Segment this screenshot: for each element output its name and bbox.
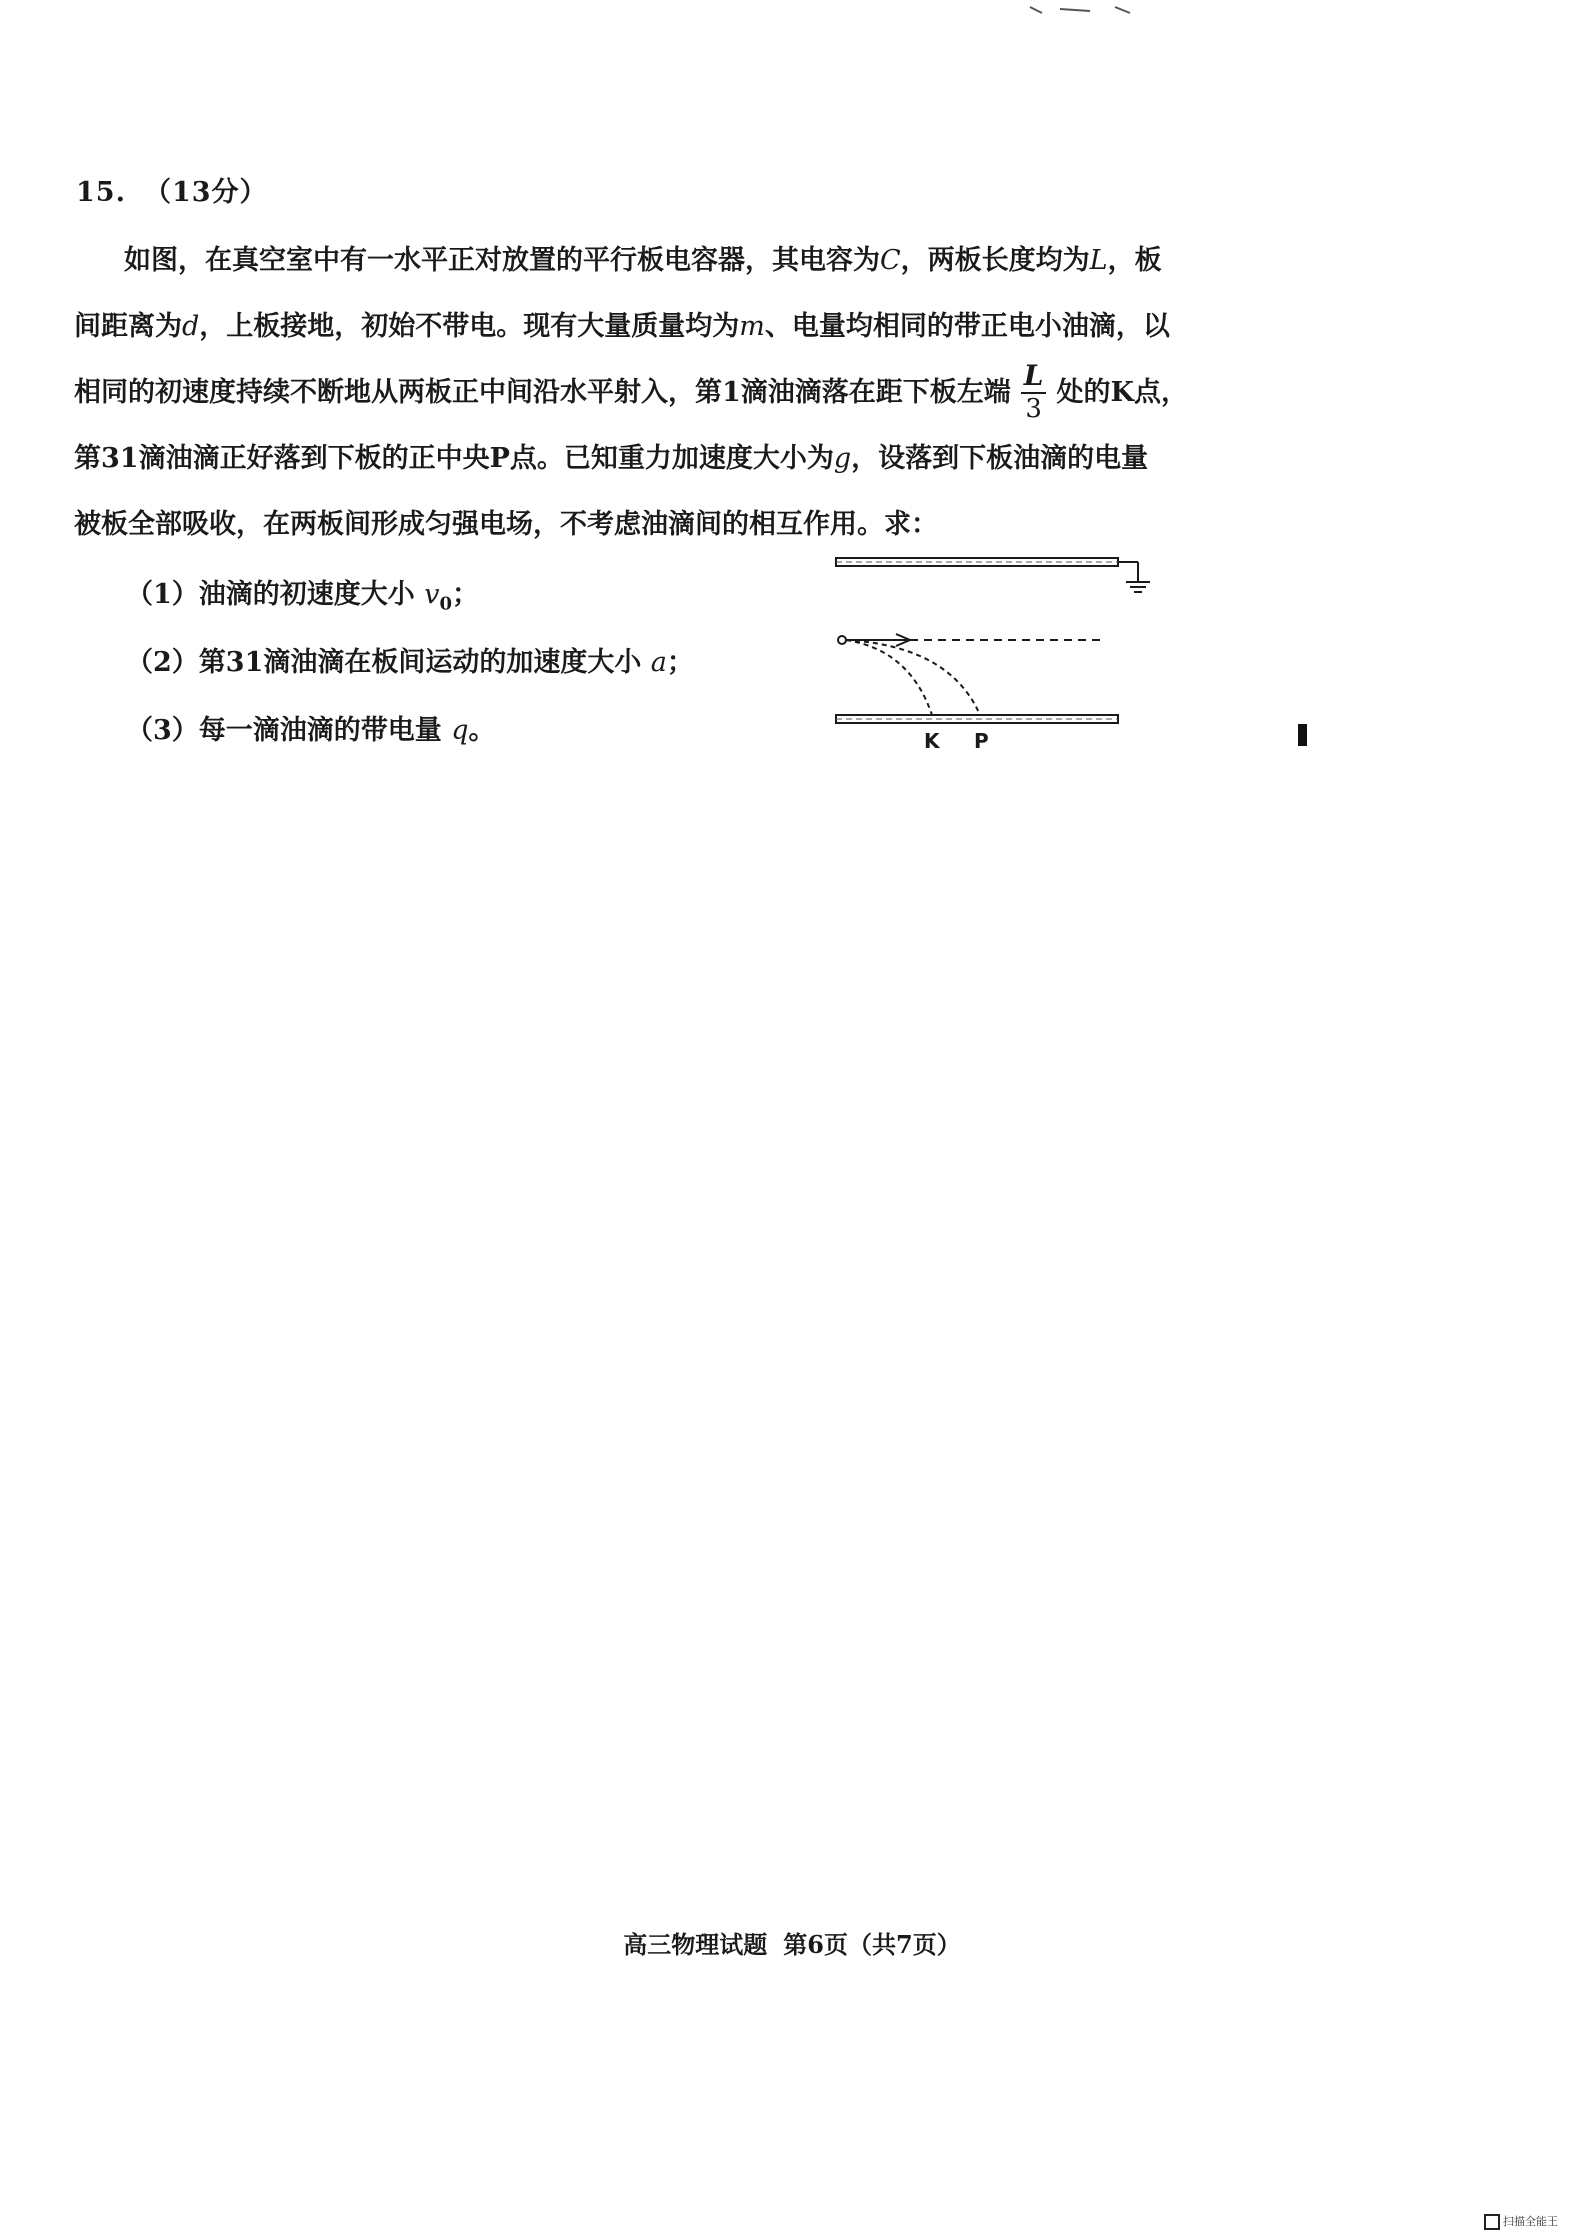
scan-artifact [1020, 0, 1150, 10]
question-score: （13分） [143, 177, 268, 208]
qr-code-icon [1484, 2214, 1500, 2230]
footer-page: 第6页（共7页） [783, 1930, 961, 1959]
subquestion-2: （2）第31滴油滴在板间运动的加速度大小 a； [126, 647, 694, 678]
lower-plate [836, 715, 1118, 723]
trajectory-p [846, 640, 980, 715]
scan-mark [1298, 724, 1307, 746]
trajectory-k [846, 640, 932, 715]
question-body [74, 228, 1188, 558]
body-line-4: 第31滴油滴正好落到下板的正中央P点。已知重力加速度大小为g，设落到下板油滴的电量 [74, 443, 1149, 474]
question-number: 15. [76, 177, 126, 208]
label-p: P [974, 729, 989, 753]
body-line-1: 如图，在真空室中有一水平正对放置的平行板电容器，其电容为C，两板长度均为L，板 [124, 245, 1162, 276]
question-header [76, 170, 268, 209]
ground-icon [1118, 562, 1150, 592]
footer-subject: 高三物理试题 [623, 1930, 768, 1959]
body-line-2: 间距离为d，上板接地，初始不带电。现有大量质量均为m、电量均相同的带正电小油滴，以 [74, 311, 1170, 342]
fraction-l-over-3: $\frac{L}{3}$ [1021, 362, 1047, 422]
upper-plate [836, 558, 1118, 566]
body-line-3: 相同的初速度持续不断地从两板正中间沿水平射入，第1滴油滴落在距下板左端 $\frac{L}{3}$ 处的K点， [74, 358, 1188, 424]
scanner-watermark: 扫描全能王 [1484, 2213, 1558, 2230]
page-footer [0, 1925, 1584, 1960]
body-line-5: 被板全部吸收，在两板间形成匀强电场，不考虑油滴间的相互作用。求： [74, 509, 938, 540]
subquestion-3: （3）每一滴油滴的带电量 q。 [126, 715, 496, 746]
capacitor-figure [830, 540, 1170, 760]
label-k: K [924, 729, 940, 753]
subquestion-1: （1）油滴的初速度大小 $v_0$； [126, 579, 479, 615]
